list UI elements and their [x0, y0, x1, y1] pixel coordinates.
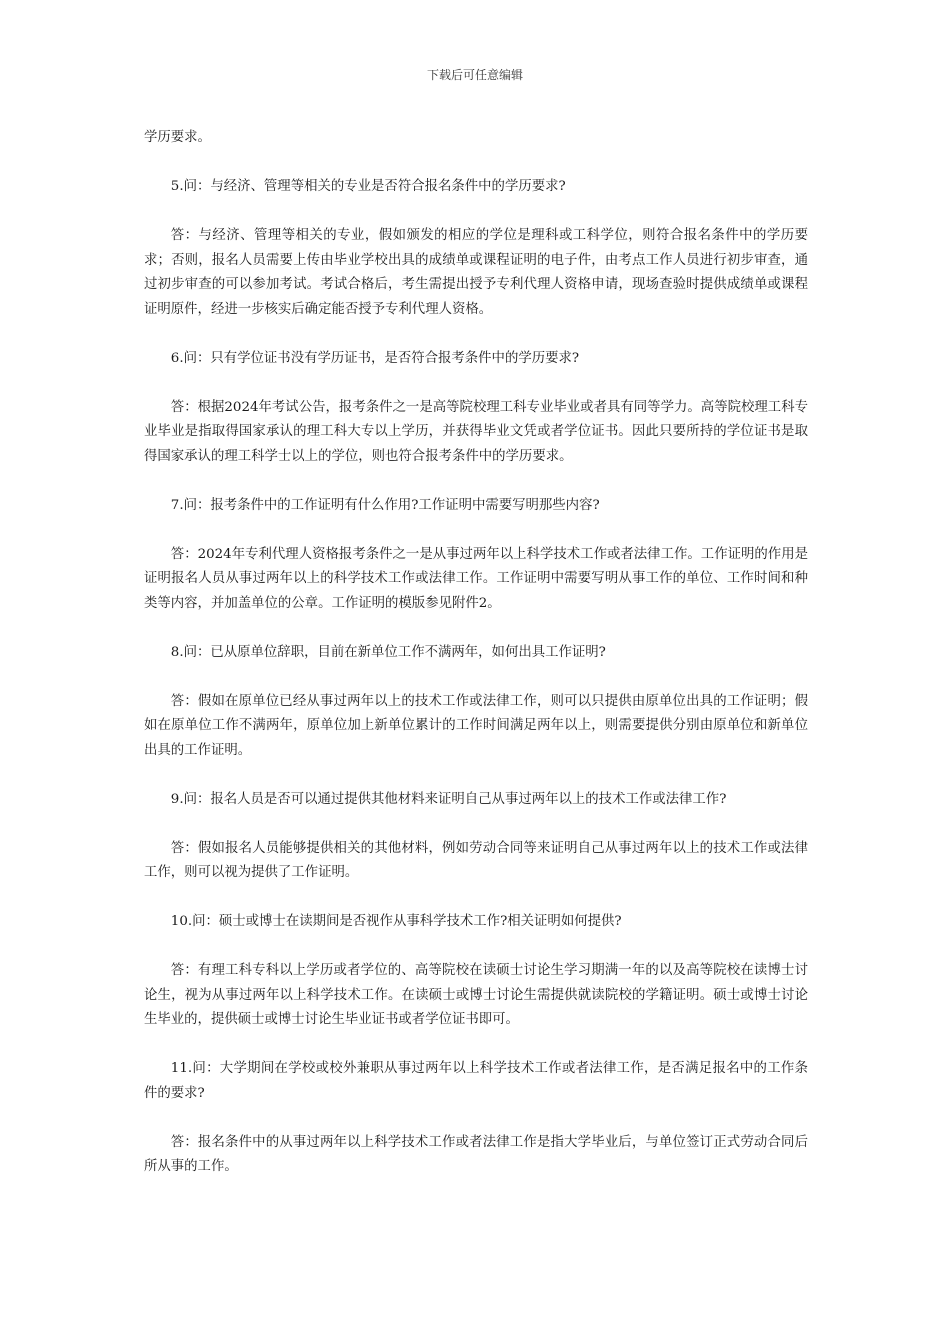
question-8: 8.问：已从原单位辞职，目前在新单位工作不满两年，如何出具工作证明? — [170, 644, 606, 660]
answer-10: 答：有理工科专科以上学历或者学位的、高等院校在读硕士讨论生学习期满一年的以及高等院校在读博士讨论生，视为从事过两年以上科学技术工作。在读硕士或博士讨论生需提供就读院校的学籍证明。硕士或博士讨论生毕业的，提供硕士或博士讨论生毕业证书或者学位证书即可。 — [144, 963, 808, 1027]
question-11: 11.问：大学期间在学校或校外兼职从事过两年以上科学技术工作或者法律工作，是否满足报名中的工作条件的要求? — [144, 1061, 808, 1101]
question-9: 9.问：报名人员是否可以通过提供其他材料来证明自己从事过两年以上的技术工作或法律工作? — [170, 791, 727, 807]
answer-6: 答：根据2024年考试公告，报考条件之一是高等院校理工科专业毕业或者具有同等学力。高等院校理工科专业毕业是指取得国家承认的理工科大专以上学历，并获得毕业文凭或者学位证书。因此只要所持的学位证书是取得国家承认的理工科学士以上的学位，则也符合报考条件中的学历要求。 — [144, 399, 808, 464]
answer-7: 答：2024年专利代理人资格报考条件之一是从事过两年以上科学技术工作或者法律工作。工作证明的作用是证明报名人员从事过两年以上的科学技术工作或法律工作。工作证明中需要写明从事工作的单位、工作时间和种类等内容，并加盖单位的公章。工作证明的模版参见附件2。 — [144, 546, 808, 611]
page-header: 下载后可任意编辑 — [426, 68, 523, 82]
answer-11: 答：报名条件中的从事过两年以上科学技术工作或者法律工作是指大学毕业后，与单位签订正式劳动合同后所从事的工作。 — [144, 1134, 808, 1174]
answer-8: 答：假如在原单位已经从事过两年以上的技术工作或法律工作，则可以只提供由原单位出具的工作证明；假如在原单位工作不满两年，原单位加上新单位累计的工作时间满足两年以上，则需要提供分别由原单位和新单位出具的工作证明。 — [144, 693, 808, 758]
question-6: 6.问：只有学位证书没有学历证书，是否符合报考条件中的学历要求? — [170, 350, 580, 366]
paragraph-0: 学历要求。 — [144, 130, 211, 145]
answer-5: 答：与经济、管理等相关的专业，假如颁发的相应的学位是理科或工科学位，则符合报名条件中的学历要求；否则，报名人员需要上传由毕业学校出具的成绩单或课程证明的电子件，由考点工作人员进行初步审查，通过初步审查的可以参加考试。考试合格后，考生需提出授予专利代理人资格申请，现场查验时提供成绩单或课程证明原件，经进一步核实后确定能否授予专利代理人资格。 — [144, 228, 808, 317]
question-7: 7.问：报考条件中的工作证明有什么作用?工作证明中需要写明那些内容? — [170, 497, 600, 513]
question-10: 10.问：硕士或博士在读期间是否视作从事科学技术工作?相关证明如何提供? — [170, 914, 622, 929]
answer-9: 答：假如报名人员能够提供相关的其他材料，例如劳动合同等来证明自己从事过两年以上的技术工作或法律工作，则可以视为提供了工作证明。 — [144, 840, 808, 880]
question-5: 5.问：与经济、管理等相关的专业是否符合报名条件中的学历要求? — [170, 179, 566, 194]
document-body — [144, 126, 808, 1204]
